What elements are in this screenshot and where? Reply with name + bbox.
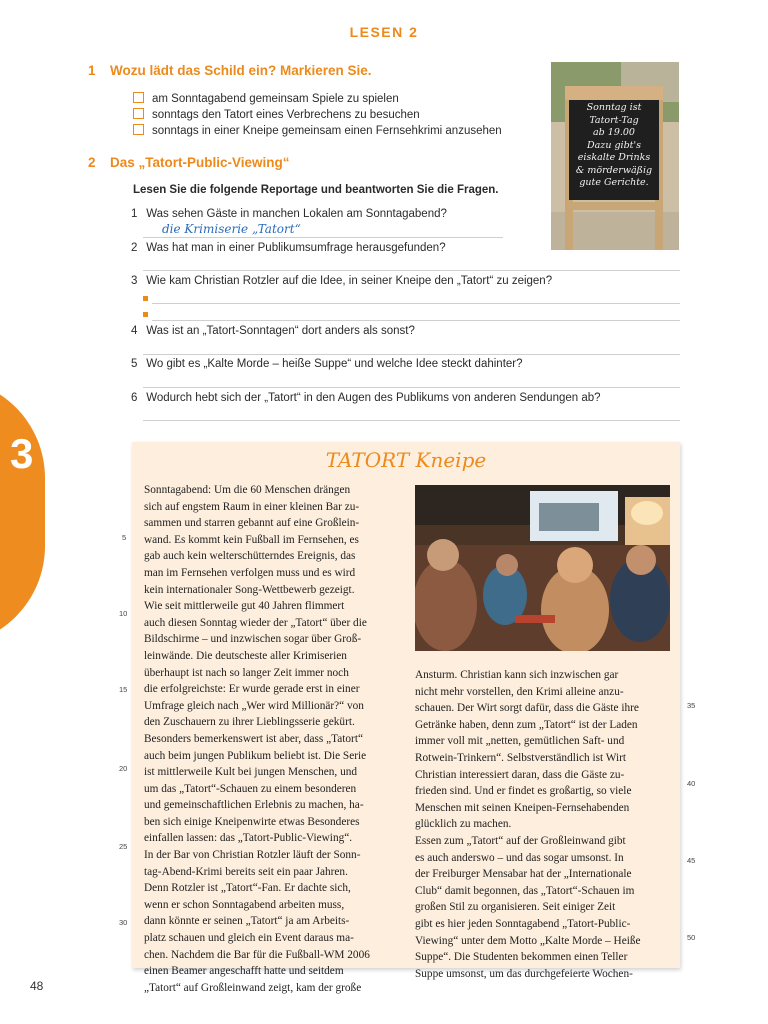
task2-number: 2 [88,155,96,170]
article-line: nicht mehr vorstellen, den Krimi alleine anzu- [415,685,624,698]
article-line: Christian interessiert daran, dass die Gäste zu- [415,768,625,781]
sign-photo [551,62,679,250]
answer-line[interactable] [143,354,680,355]
article-line: ben sich einige Kneipenwirte etwas Besonderes [144,815,360,828]
article-line: Club“ damit begonnen, das „Tatort“-Schauen im [415,884,635,897]
line-number: 15 [119,685,128,694]
article-line: Bildschirme – und inzwischen sogar über Groß- [144,633,362,646]
article-line: frieden sind. Und er findet es großartig, so viele [415,785,632,798]
article-line: auch diesen Sonntag wieder der „Tatort“ über die [144,616,367,629]
answer-line[interactable] [143,387,680,388]
question-5 [131,358,523,370]
question-text: Was ist an „Tatort-Sonntagen“ dort anders als sonst? [146,325,415,337]
section-title: LESEN 2 [349,24,419,40]
question-2 [131,242,446,254]
article-line: Suppe umsonst, um das durchgefeierte Wochen- [415,967,633,980]
article-line: der Freiburger Mensabar hat der „Internationale [415,868,632,881]
line-number: 10 [119,609,128,618]
line-number: 50 [687,933,696,942]
article-line: Besonders bemerkenswert ist aber, dass „Tatort“ [144,732,363,745]
bullet-icon [143,312,148,317]
option-3[interactable] [133,123,502,139]
sign-line: gute Gerichte. [579,177,649,188]
answer-line[interactable] [152,303,680,304]
question-number: 4 [131,325,138,337]
article-line: Menschen mit seinen Kneipen-Fernsehabenden [415,801,630,814]
example-answer: die Krimiserie „Tatort“ [162,222,301,236]
article-line: Denn Rotzler ist „Tatort“-Fan. Er dachte sich, [144,882,351,895]
article-line: Wie seit mittlerweile gut 40 Jahren flimmert [144,600,345,613]
article-line: schauen. Der Wirt sorgt dafür, dass die Gäste ihre [415,702,639,715]
checkbox[interactable] [133,108,144,119]
task1-number: 1 [88,63,96,78]
line-number: 25 [119,842,128,851]
article-line: die erfolgreichste: Er wurde gerade erst in einer [144,683,360,696]
article-line: wenn er schon Sonntagabend arbeiten muss, [144,898,345,911]
article-line: Rotwein-Trinkern“. Selbstverständlich ist Wirt [415,751,627,764]
option-label: am Sonntagabend gemeinsam Spiele zu spielen [152,93,399,105]
checkbox[interactable] [133,124,144,135]
task2-title: Das „Tatort-Public-Viewing“ [110,155,290,170]
article-line: um das „Tatort“-Schauen zu einem besonderen [144,782,357,795]
article-line: leinwände. Die deutscheste aller Krimiserien [144,649,347,662]
task2-intro: Lesen Sie die folgende Reportage und beantworten Sie die Fragen. [133,184,499,196]
article-line: und gemeinschaftlichen Erlebnis zu machen, ha- [144,799,364,812]
article-line: dann könnte er seinen „Tatort“ ja am Arbeits- [144,915,350,928]
line-number: 5 [122,533,127,542]
article-line: platz schauen und gleich ein Event daraus ma- [144,932,354,945]
sign-line: Tatort-Tag [589,114,639,126]
article-line: chen. Nachdem die Bar für die Fußball-WM 2006 [144,948,370,961]
task1-title: Wozu lädt das Schild ein? Markieren Sie. [110,63,372,78]
sign-line: eiskalte Drinks [577,152,651,163]
article-line: immer voll mit „netten, gemütlichen Saft- und [415,735,625,748]
chapter-marker [0,378,45,646]
question-1 [131,208,447,220]
article-line: einfallen lassen: das „Tatort-Public-Viewing“. [144,832,353,845]
article-line: man im Fernsehen verfolgen muss und es wird [144,566,356,579]
article-line: Viewing“ unter dem Motto „Kalte Morde – Heiße [415,934,641,947]
article-column-left [144,482,400,996]
question-6 [131,392,601,404]
answer-line[interactable] [143,237,503,238]
sign-line: Dazu gibt's [587,139,641,151]
article-line: tag-Abend-Krimi bereits seit ein paar Jahren. [144,865,348,878]
article-line: es auch anderswo – und das sogar umsonst. In [415,851,624,864]
question-text: Was hat man in einer Publikumsumfrage herausgefunden? [146,242,446,254]
question-text: Wo gibt es „Kalte Morde – heiße Suppe“ und welche Idee steckt dahinter? [146,358,523,370]
sign-line: & mörderwäßig [575,164,653,176]
article-line: „Tatort“ auf Großleinwand zeigt, kam der große [144,981,362,994]
question-number: 6 [131,392,138,404]
question-text: Wie kam Christian Rotzler auf die Idee, in seiner Kneipe den „Tatort“ zu zeigen? [146,275,553,287]
article-line: überhaupt ist nach so langer Zeit immer noch [144,666,349,679]
task2-heading [88,155,290,170]
line-number: 45 [687,856,696,865]
article-line: wand. Es kommt kein Fußball im Fernsehen, es [144,533,359,546]
question-text: Was sehen Gäste in manchen Lokalen am Sonntagabend? [146,208,447,220]
option-label: sonntags in einer Kneipe gemeinsam einen Fernsehkrimi anzusehen [152,125,502,137]
option-label: sonntags den Tatort eines Verbrechens zu besuchen [152,109,420,121]
article-line: sich auf engstem Raum in einer kleinen Bar zu- [144,500,360,513]
question-number: 2 [131,242,138,254]
article-line: Sonntagabend: Um die 60 Menschen drängen [144,484,351,496]
article-column-right [415,667,670,982]
question-number: 1 [131,208,138,220]
question-number: 5 [131,358,138,370]
answer-line[interactable] [152,320,680,321]
option-1[interactable] [133,91,399,107]
article-line: großen Stil zu organisieren. Seit einiger Zeit [415,901,616,914]
question-number: 3 [131,275,138,287]
article-title: TATORT Kneipe [325,448,487,472]
article-line: glücklich zu machen. [415,818,512,831]
article-line: auch beim jungen Publikum beliebt ist. Die Serie [144,749,367,762]
article-line: Essen zum „Tatort“ auf der Großleinwand gibt [415,834,626,847]
article-line: sammen und starren gebannt auf eine Großlein- [144,517,360,530]
article-line: ist mittlerweile Kult bei jungen Menschen, und [144,766,358,779]
article-line: Suppe“. Die Studenten bekommen einen Teller [415,951,628,964]
article-line: In der Bar von Christian Rotzler läuft der Sonn- [144,849,361,862]
sign-line: ab 19.00 [593,127,635,138]
article-line: den Zuschauern zu ihrer Lieblingsserie gekürt. [144,716,355,729]
article-line: einen Beamer angeschafft hatte und seitdem [144,965,344,978]
article-line: Getränke haben, denn zum „Tatort“ ist der Laden [415,718,638,731]
option-2[interactable] [133,107,420,123]
sign-line: Sonntag ist [586,102,642,113]
task1-heading [88,63,372,78]
chapter-number: 3 [10,430,34,477]
question-4 [131,325,415,337]
bar-photo [415,485,670,651]
checkbox[interactable] [133,92,144,103]
answer-line[interactable] [143,420,680,421]
line-number: 40 [687,779,696,788]
article-line: gibt es hier jeden Sonntagabend „Tatort-Public- [415,917,631,930]
line-number: 20 [119,764,128,773]
article-line: Umfrage gleich nach „Wer wird Millionär?“ von [144,699,364,712]
line-number: 30 [119,918,128,927]
article-line: gab auch kein welterschütterndes Ereignis, das [144,550,356,563]
article-line: kein internationaler Song-Wettbewerb gezeigt. [144,583,355,596]
question-3 [131,275,552,287]
line-number: 35 [687,701,696,710]
page-number: 48 [30,979,44,993]
answer-line[interactable] [143,270,680,271]
article-line: Ansturm. Christian kann sich inzwischen gar [415,669,619,681]
question-text: Wodurch hebt sich der „Tatort“ in den Augen des Publikums von anderen Sendungen ab? [146,392,601,404]
bullet-icon [143,296,148,301]
